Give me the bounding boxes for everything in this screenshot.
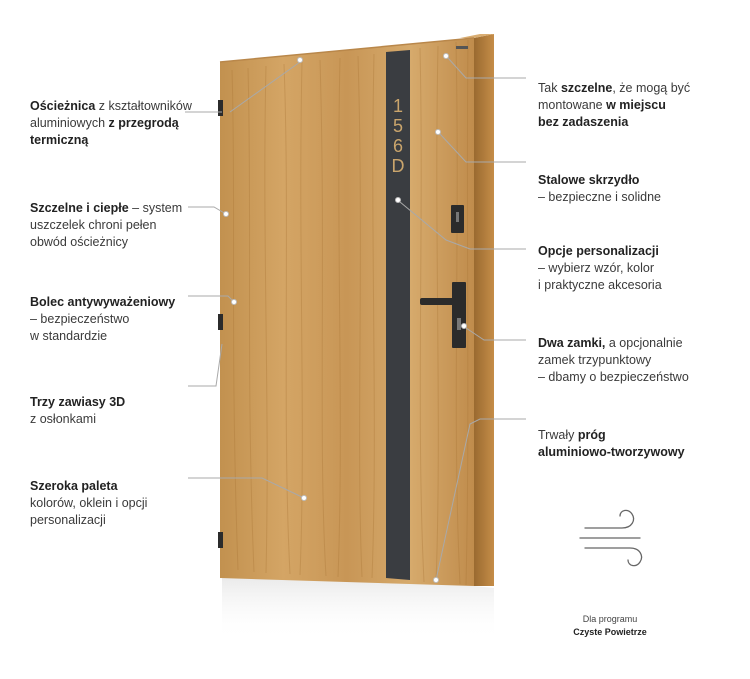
hinge [218, 100, 223, 116]
seal-slot [456, 46, 468, 49]
house-number-digit: D [391, 156, 405, 176]
door-leaf [220, 38, 474, 586]
door-reflection [222, 578, 494, 640]
label-opcje: Opcje personalizacji – wybierz wzór, kolor i praktyczne akcesoria [538, 244, 662, 292]
house-number-digit: 5 [392, 116, 404, 136]
label-prog: Trwały próg aluminiowo-tworzywowy [538, 428, 685, 459]
footer-line1: Dla programu [582, 614, 638, 624]
door-frame [474, 34, 494, 586]
label-szczelne: Szczelne i ciepłe – system uszczelek chroni pełen obwód ościeżnicy [30, 201, 183, 249]
label-stalowe: Stalowe skrzydło – bezpieczne i solidne [538, 173, 661, 204]
wind-icon [580, 510, 642, 565]
label-zawiasy: Trzy zawiasy 3D z osłonkami [30, 395, 126, 426]
hinge [218, 532, 223, 548]
label-tak-szczelne: Tak szczelne, że mogą być montowane w miejscu bez zadaszenia [538, 81, 691, 129]
program-footer [540, 613, 680, 639]
house-number-digit: 6 [392, 136, 404, 156]
label-oscieznica: Ościeżnica z kształtowników aluminiowych z przegrodą termiczną [30, 99, 192, 147]
hinge [218, 314, 223, 330]
house-number-digit: 1 [392, 96, 404, 116]
label-zamki: Dwa zamki, a opcjonalnie zamek trzypunktowy – dbamy o bezpieczeństwo [538, 336, 689, 384]
label-bolec: Bolec antywyważeniowy – bezpieczeństwo w standardzie [30, 295, 176, 343]
house-number [392, 96, 405, 176]
label-paleta: Szeroka paleta kolorów, oklein i opcji personalizacji [30, 479, 148, 527]
footer-line2: Czyste Powietrze [573, 627, 647, 637]
